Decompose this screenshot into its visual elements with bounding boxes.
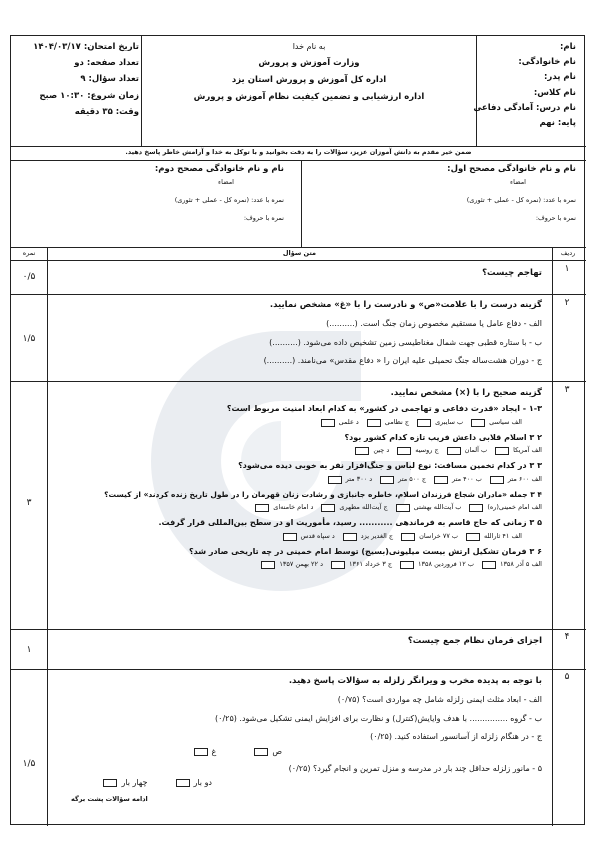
q5-item-a: الف - ابعاد مثلث ایمنی زلزله شامل چه مواردی است؟ (۰/۷۵): [337, 695, 542, 705]
q2-item-a: الف - دفاع عامل یا مستقیم مخصوص زمان جنگ است. (..........): [326, 319, 542, 329]
class-label: نام کلاس:: [533, 87, 576, 98]
q3-content: [47, 388, 542, 569]
q3-sub1-checkbox-b[interactable]: [417, 419, 431, 427]
q3-sub6-opt-a: الف ۵ آذر ۱۳۵۸: [499, 560, 542, 569]
q3-sub3-opt-c: ج ۵۰۰ متر: [398, 475, 427, 484]
duration: وقت: ۳۵ دقیقه: [74, 106, 139, 117]
page-count: تعداد صفحه: دو: [74, 58, 139, 69]
q3-sub3-checkbox-d[interactable]: [328, 476, 342, 484]
grade-label: پایه: نهم: [539, 117, 576, 128]
q5-c-opt-true: ص: [272, 746, 282, 756]
second-grader-sign: امضاء: [218, 178, 234, 187]
q3-sub5-checkbox-b[interactable]: [401, 533, 415, 541]
q3-sub3-checkbox-b[interactable]: [434, 476, 448, 484]
second-grader-score-digit: نمره با عدد: (نمره کل - عملی + تئوری): [174, 195, 284, 204]
q1-text: تهاجم چیست؟: [482, 268, 542, 278]
q3-sub4-opt-d: د امام خامنه‌ای: [273, 503, 314, 512]
q3-sub4-opt-b: ب آیت‌الله بهشتی: [413, 503, 462, 512]
q3-sub5-checkbox-c[interactable]: [343, 533, 357, 541]
q3-score: ۳: [26, 498, 32, 508]
q5-number: ۵: [564, 672, 570, 682]
q3-sub1-opt-d: د علمی: [338, 417, 359, 426]
q3-sub1-opt-b: ب سایبری: [435, 417, 464, 426]
q3-sub6-checkbox-c[interactable]: [331, 561, 345, 569]
exam-notice: ضمن خیر مقدم به دانش آموزان عزیز، سؤالات را به دقت بخوانید و با توکل به خدا و آرامش خاطر پاسخ دهید.: [125, 148, 472, 156]
q2-item-c: ج - دوران هشت‌ساله جنگ تحمیلی علیه ایران را « دفاع مقدس» می‌نامند. (..........): [263, 356, 542, 366]
q2-score: ۱/۵: [22, 334, 36, 344]
q3-number: ۳: [564, 385, 570, 395]
q3-sub4-checkbox-a[interactable]: [469, 504, 483, 512]
col-header-row: ردیف: [560, 249, 576, 257]
q3-sub5-opt-d: د سپاه قدس: [300, 531, 335, 540]
q3-sub6: ۶ ۳ فرمان تشکیل ارتش بیست میلیونی(بسیج) توسط امام خمینی در چه تاریخی صادر شد؟: [188, 546, 542, 556]
q3-sub5-options: [47, 533, 522, 541]
first-grader-score-word: نمره با حروف:: [535, 213, 576, 222]
q3-sub3-checkbox-a[interactable]: [490, 476, 504, 484]
father-label: نام پدر:: [544, 72, 576, 83]
q3-sub2-opt-b: ب آلمان: [464, 446, 488, 455]
q5-d-opt-a: دو بار: [193, 778, 212, 788]
first-grader-title: نام و نام خانوادگی مصحح اول:: [447, 164, 576, 174]
q3-sub4-checkbox-c[interactable]: [321, 504, 335, 512]
q3-sub4: ۴ ۳ جمله «مادران شجاع فرزندان اسلام، خاطره جانبازی و رشادت زنان قهرمان را در طول تاریخ زنده کردند» از کیست؟: [104, 489, 542, 499]
q5-d-options: [47, 778, 212, 788]
q3-sub3-options: [47, 476, 542, 484]
q2-content: [52, 300, 542, 366]
q5-score: ۱/۵: [22, 759, 36, 769]
q5-c-opt-false: غ: [211, 746, 217, 756]
q3-sub4-checkbox-d[interactable]: [255, 504, 269, 512]
q4-score: ۱: [26, 645, 32, 655]
q3-sub5-checkbox-a[interactable]: [466, 533, 480, 541]
family-label: نام خانوادگی:: [518, 57, 576, 68]
q3-sub3-checkbox-c[interactable]: [380, 476, 394, 484]
office-title: اداره کل آموزش و پرورش استان یزد: [231, 74, 387, 85]
q3-sub5-opt-c: ج الغدیر یزد: [360, 531, 394, 540]
q3-sub2: ۲ ۳ اسلام قلابی داعش فریب تازه کدام کشور بود؟: [344, 432, 542, 442]
q3-sub4-opt-a: الف امام خمینی(ره): [487, 503, 542, 512]
q5-item-c: ج - در هنگام زلزله از آسانسور استفاده کنید. (۰/۲۵): [370, 732, 542, 742]
q3-sub2-opt-a: الف آمریکا: [513, 446, 542, 455]
q3-sub1-checkbox-d[interactable]: [321, 419, 335, 427]
first-grader-score-digit: نمره با عدد: (نمره کل - عملی + تئوری): [466, 195, 576, 204]
q2-item-b: ب - با ستاره قطبی جهت شمال مغناطیسی زمین تشخیص داده می‌شود. (..........): [269, 337, 542, 347]
q3-sub2-checkbox-b[interactable]: [447, 447, 461, 455]
q3-sub5-opt-b: ب ۷۷ خراسان: [419, 531, 458, 540]
q3-sub1-checkbox-a[interactable]: [471, 419, 485, 427]
q1-score: ۰/۵: [22, 272, 36, 282]
q5-text: با توجه به پدیده مخرب و ویرانگر زلزله به سؤالات پاسخ دهید.: [288, 676, 542, 686]
q3-sub2-checkbox-d[interactable]: [355, 447, 369, 455]
exam-sheet: [10, 35, 585, 825]
q3-sub2-checkbox-c[interactable]: [397, 447, 411, 455]
continue-note: ادامه سؤالات پشت برگه: [71, 795, 148, 803]
q4-text: اجزای فرمان نظام جمع چیست؟: [407, 636, 542, 646]
col-header-score: نمره: [22, 249, 36, 257]
q3-sub6-opt-c: ج ۳ خرداد ۱۳۶۱: [348, 560, 393, 569]
q3-sub1-checkbox-c[interactable]: [367, 419, 381, 427]
first-grader-sign: امضاء: [510, 178, 526, 187]
course-label: نام درس: آمادگی دفاعی: [473, 102, 576, 113]
second-grader-title: نام و نام خانوادگی مصحح دوم:: [154, 164, 284, 174]
q5-c-checkbox-true[interactable]: [254, 748, 268, 756]
start-time: زمان شروع: ۱۰:۳۰ صبح: [39, 90, 139, 101]
q3-sub2-opt-c: ج روسیه: [415, 446, 439, 455]
dept-title: اداره ارزشیابی و تضمین کیفیت نظام آموزش و پرورش: [193, 91, 425, 102]
first-grader-block: [306, 164, 576, 223]
q3-sub2-opt-d: د چین: [373, 446, 390, 455]
q3-sub6-opt-d: د ۲۲ بهمن ۱۳۵۷: [279, 560, 323, 569]
q3-sub3-opt-d: د ۳۰۰ متر: [345, 475, 373, 484]
q2-number: ۲: [564, 298, 570, 308]
q5-c-checkbox-false[interactable]: [194, 748, 208, 756]
name-label: نام:: [559, 42, 576, 52]
q3-sub2-checkbox-a[interactable]: [495, 447, 509, 455]
q3-sub4-checkbox-b[interactable]: [396, 504, 410, 512]
q5-c-options: [47, 747, 282, 757]
question-count: تعداد سؤال: ۹: [80, 74, 139, 85]
q3-sub3: ۳ ۳ در کدام تخمین مسافت: نوع لباس و جنگ‌افزار نفر به خوبی دیده می‌شود؟: [238, 461, 542, 471]
q3-sub4-opt-c: ج آیت‌الله مطهری: [339, 503, 388, 512]
q5-content: [47, 676, 542, 788]
q5-d-checkbox-a[interactable]: [176, 779, 190, 787]
col-header-text: متن سؤال: [282, 249, 317, 257]
q3-sub5: ۵ ۳ زمانی که حاج قاسم به فرماندهی ........... رسید، مأموریت او در سطح بین‌المللی قرار گرفت.: [158, 517, 542, 527]
q3-text: گزینه صحیح را با (×) مشخص نمایید.: [390, 388, 542, 398]
q3-sub5-checkbox-d[interactable]: [283, 533, 297, 541]
q4-number: ۴: [564, 632, 570, 642]
q3-sub6-options: [47, 561, 542, 569]
q3-sub2-options: [47, 447, 542, 455]
q3-sub6-checkbox-a[interactable]: [482, 561, 496, 569]
q3-sub1-opt-c: ج نظامی: [384, 417, 410, 426]
q5-item-b: ب - گروه ............... با هدف وایایش(کنترل) و نظارت برای افزایش ایمنی تشکیل می‌شود. (۰/۲۵): [215, 713, 542, 723]
q3-sub6-opt-b: ب ۱۲ فروردین ۱۳۵۸: [418, 560, 474, 569]
q5-item-d: ۵ - مانور زلزله حداقل چند بار در مدرسه و منزل تمرین و انجام گیرد؟ (۰/۲۵): [288, 763, 542, 773]
exam-date: تاریخ امتحان: ۱۴۰۴/۰۳/۱۷: [33, 42, 139, 52]
q5-d-opt-b: چهار بار: [121, 778, 148, 788]
q2-text: گزینه درست را با علامت«ص» و نادرست را با «غ» مشخص نمایید.: [269, 300, 542, 310]
q3-sub5-opt-a: الف ۴۱ ثارالله: [484, 531, 522, 540]
q3-sub1-options: [47, 419, 522, 427]
second-grader-score-word: نمره با حروف:: [243, 213, 284, 222]
q3-sub4-options: [47, 504, 542, 512]
q3-sub3-opt-b: ب ۴۰۰ متر: [452, 475, 482, 484]
q3-sub1: ۱-۳ - ایجاد «قدرت دفاعی و تهاجمی در کشور» به کدام ابعاد امنیت مربوط است؟: [226, 404, 542, 414]
ministry-title: وزارت آموزش و پرورش: [258, 57, 360, 68]
q3-sub6-checkbox-d[interactable]: [261, 561, 275, 569]
q3-sub1-opt-a: الف سیاسی: [489, 417, 522, 426]
q1-number: ۱: [564, 264, 570, 274]
q3-sub3-opt-a: الف ۶۰۰ متر: [507, 475, 542, 484]
second-grader-block: [14, 164, 284, 223]
q5-d-checkbox-b[interactable]: [103, 779, 117, 787]
q3-sub6-checkbox-b[interactable]: [400, 561, 414, 569]
basmala: به نام خدا: [292, 42, 326, 51]
